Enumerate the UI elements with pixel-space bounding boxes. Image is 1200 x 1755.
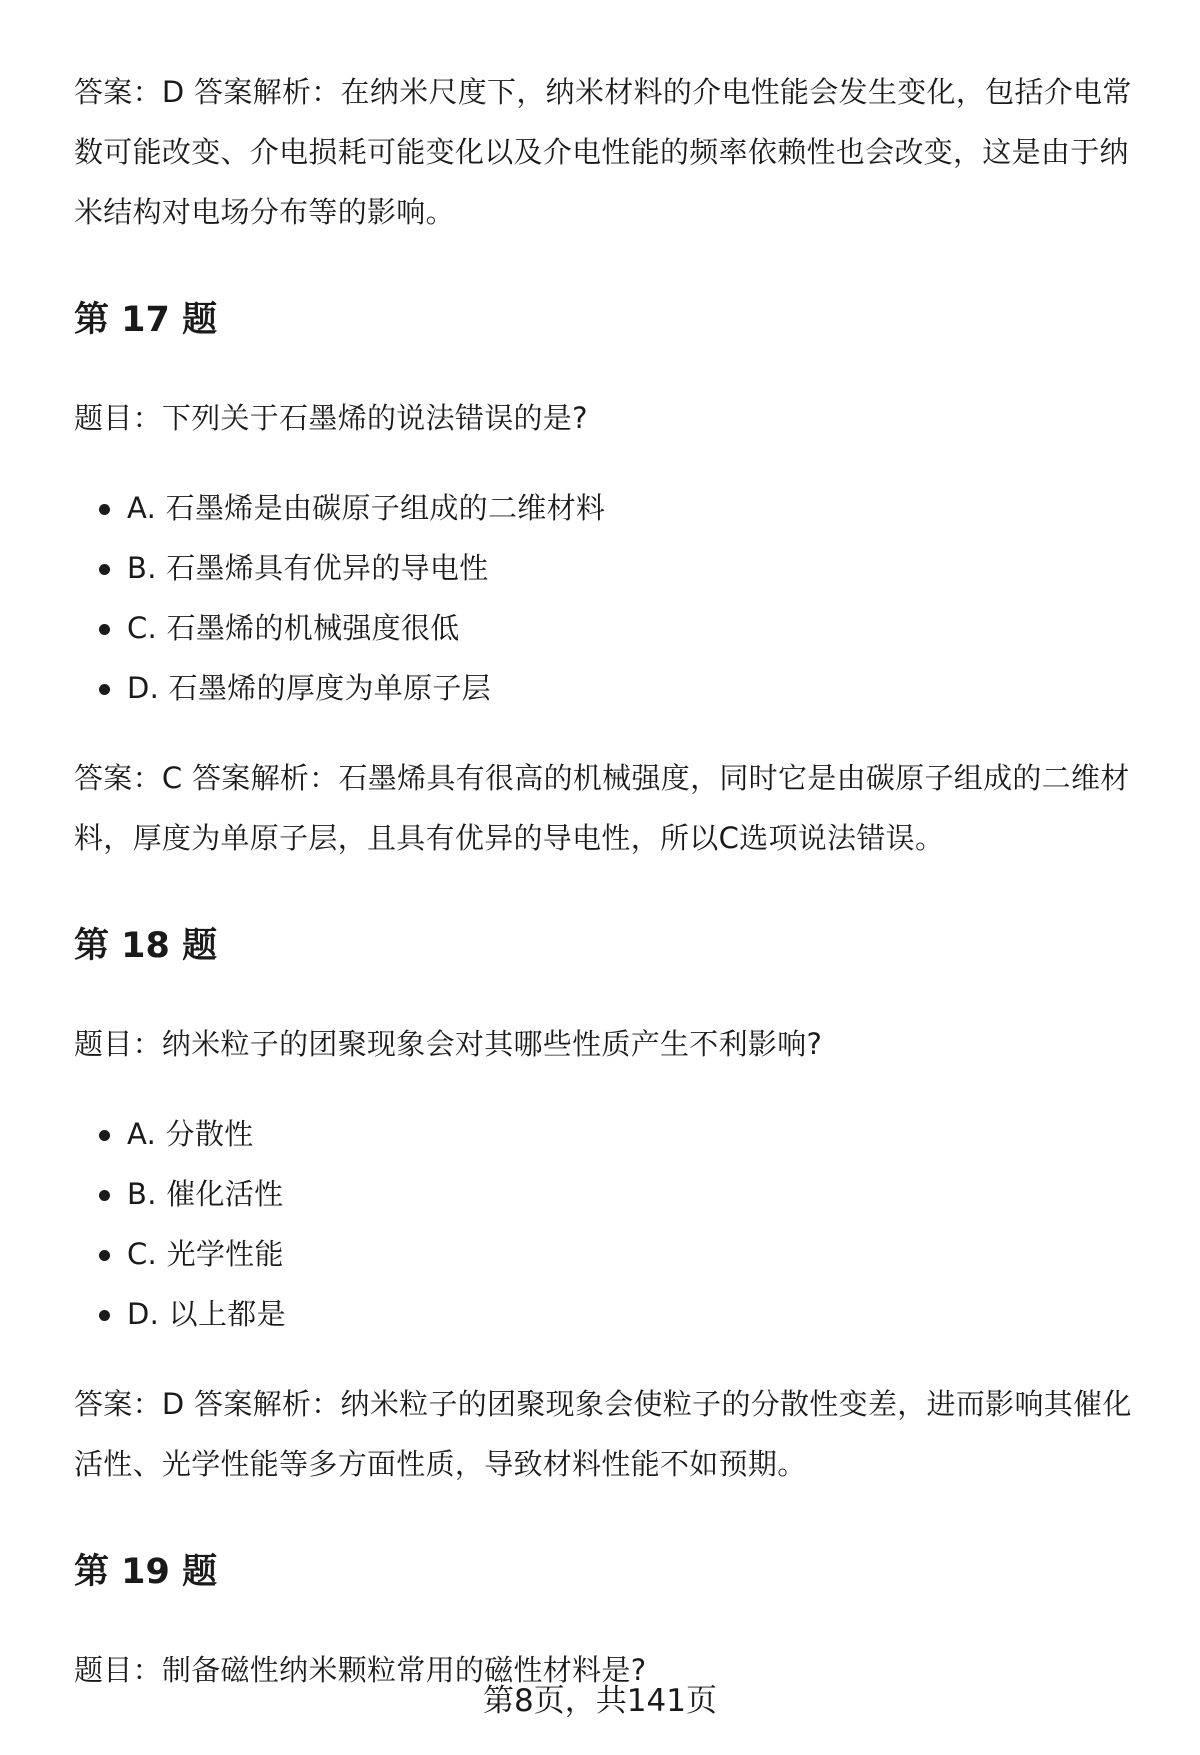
q17-option-c: [74, 598, 1154, 658]
q18-option-c: [74, 1224, 1154, 1284]
bullet-icon: [99, 1190, 110, 1201]
q18-option-d: [74, 1284, 1154, 1344]
q17-option-a: [74, 478, 1154, 538]
option-text: C. 石墨烯的机械强度很低: [127, 611, 460, 645]
bullet-icon: [99, 564, 110, 575]
bullet-icon: [99, 684, 110, 695]
q18-options: [74, 1104, 1154, 1344]
q16-answer: 答案：D 答案解析：在纳米尺度下，纳米材料的介电性能会发生变化，包括介电常数可能改变、介电损耗可能变化以及介电性能的频率依赖性也会改变，这是由于纳米结构对电场分布等的影响。: [74, 75, 1132, 229]
q18-option-b: [74, 1164, 1154, 1224]
q17-heading: 第 17 题: [74, 300, 218, 340]
option-text: A. 分散性: [127, 1117, 254, 1151]
q17-option-b: [74, 538, 1154, 598]
q17-answer: 答案：C 答案解析：石墨烯具有很高的机械强度，同时它是由碳原子组成的二维材料，厚度为单原子层，且具有优异的导电性，所以C选项说法错误。: [74, 761, 1130, 855]
q17-option-d: [74, 658, 1154, 718]
option-text: B. 催化活性: [127, 1177, 284, 1211]
option-text: B. 石墨烯具有优异的导电性: [127, 551, 489, 585]
q17-question: 题目：下列关于石墨烯的说法错误的是?: [74, 401, 588, 435]
bullet-icon: [99, 504, 110, 515]
option-text: A. 石墨烯是由碳原子组成的二维材料: [127, 491, 606, 525]
bullet-icon: [99, 1250, 110, 1261]
bullet-icon: [99, 1310, 110, 1321]
document-page: [74, 62, 1154, 1700]
option-text: D. 以上都是: [127, 1297, 286, 1331]
option-text: D. 石墨烯的厚度为单原子层: [127, 671, 491, 705]
q18-answer: 答案：D 答案解析：纳米粒子的团聚现象会使粒子的分散性变差，进而影响其催化活性、光学性能等多方面性质，导致材料性能不如预期。: [74, 1387, 1132, 1481]
q18-option-a: [74, 1104, 1154, 1164]
q18-heading: 第 18 题: [74, 926, 218, 966]
q19-question: 题目：制备磁性纳米颗粒常用的磁性材料是?: [74, 1653, 647, 1687]
page-number: 第8页，共141页: [483, 1683, 717, 1719]
q19-heading: 第 19 题: [74, 1552, 218, 1592]
q18-question: 题目：纳米粒子的团聚现象会对其哪些性质产生不利影响?: [74, 1027, 823, 1061]
bullet-icon: [99, 1130, 110, 1141]
option-text: C. 光学性能: [127, 1237, 284, 1271]
bullet-icon: [99, 624, 110, 635]
q17-options: [74, 478, 1154, 718]
